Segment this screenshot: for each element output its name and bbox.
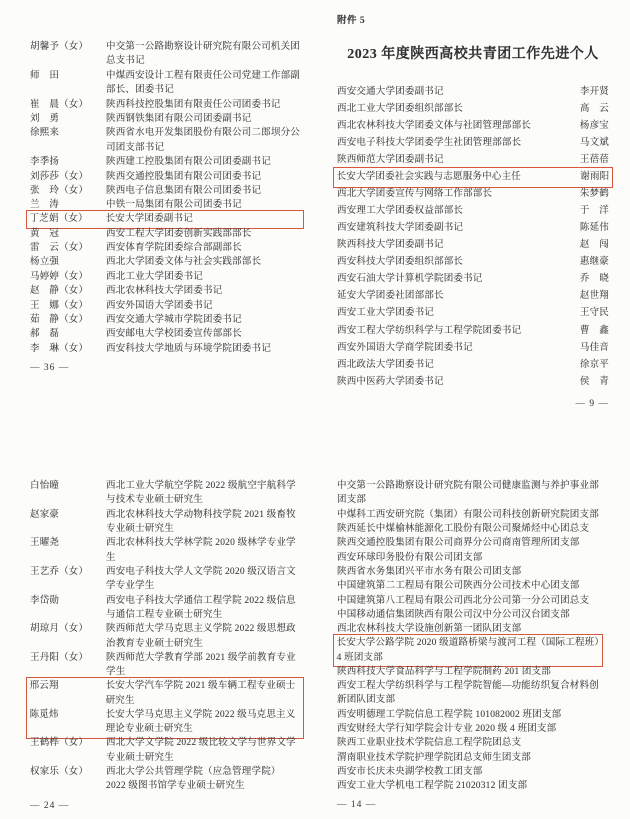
awardee-name: 杨彦宝 (579, 121, 609, 132)
awardee-entry (30, 126, 300, 155)
awardee-entry (337, 220, 609, 237)
awardee-name: 刘 勇 (30, 114, 60, 125)
awardee-name: 权家乐（女） (30, 767, 89, 778)
org-entry (337, 551, 599, 565)
org-entry (337, 479, 599, 508)
org-name: 陕西科技大学食品科学与工程学院制药 201 团支部 (337, 666, 552, 677)
awardee-position: 陕西省水电开发集团股份有限公司二郎坝分公司团支部书记 (106, 128, 301, 153)
awardee-entry (30, 184, 300, 198)
awardee-position: 中铁一局集团有限公司团委书记 (106, 200, 242, 211)
awardee-name: 惠继豪 (579, 257, 609, 268)
awardee-position: 西安工程大学纺织科学与工程学院团委书记 (337, 325, 522, 336)
awardee-position: 陕西建工控股集团有限公司团委副书记 (106, 157, 271, 168)
awardee-entry (337, 357, 609, 374)
awardee-name: 赵 闯 (579, 240, 609, 251)
org-entry (337, 779, 599, 793)
org-name: 西安市长庆未央湖学校教工团支部 (337, 767, 483, 778)
awardee-name: 谢雨阳 (580, 172, 610, 183)
awardee-name: 徐京平 (579, 359, 609, 370)
awardee-name: 王艺乔（女） (30, 567, 89, 578)
awardee-entry (30, 651, 300, 680)
page-number: — 24 — (30, 800, 70, 811)
org-name: 中国建筑第八工程局有限公司西北分公司第一分公司团总支 (337, 595, 590, 606)
org-entry (337, 751, 599, 765)
org-entry (337, 565, 599, 579)
page-24 (30, 479, 300, 811)
awardee-name: 于 洋 (579, 205, 609, 216)
awardee-entry (30, 112, 300, 126)
awardee-entry (337, 374, 609, 391)
awardee-name: 李开贤 (579, 87, 609, 97)
awardee-position: 西北农林科技大学团委文体与社团管理部部长 (337, 121, 532, 132)
awardee-name: 马佳音 (579, 342, 609, 353)
awardee-entry (30, 155, 300, 169)
awardee-description: 陕西师范大学教育学部 2021 级学前教育专业学生 (106, 653, 296, 678)
awardee-name: 雷 云（女） (30, 242, 89, 253)
org-entry-highlighted (333, 634, 604, 667)
awardee-description: 西安电子科技大学人文学院 2020 级汉语言文学专业学生 (106, 567, 296, 592)
awardee-position: 陕西师范大学团委副书记 (337, 155, 444, 166)
awardee-description: 西北农林科技大学动物科技学院 2021 级畜牧专业硕士研究生 (106, 509, 296, 535)
awardee-entry (30, 198, 300, 212)
awardee-name: 马婷婷（女） (30, 271, 89, 282)
awardee-entry (30, 270, 300, 284)
awardee-entry (30, 255, 300, 269)
awardee-position: 西安建筑科技大学团委副书记 (337, 222, 464, 233)
org-entry (337, 594, 599, 608)
awardee-entry (30, 170, 300, 184)
org-entry (337, 522, 599, 536)
awardee-name: 李 琳（女） (30, 343, 89, 354)
awardee-name: 丁芝娟（女） (29, 214, 88, 225)
awardee-position: 西安电子科技大学团委学生社团管理部部长 (337, 138, 522, 149)
page-14 (337, 479, 599, 810)
awardee-entry (30, 565, 300, 594)
awardee-entry (337, 84, 609, 101)
awardee-name: 李季扬 (30, 157, 60, 168)
awardee-name: 马文斌 (579, 138, 609, 149)
org-name: 中国建筑第二工程局有限公司陕西分公司技术中心团支部 (337, 581, 580, 592)
awardee-description: 长安大学马克思主义学院 2022 级马克思主义理论专业硕士研究生 (105, 710, 296, 735)
awardee-entry (337, 340, 609, 357)
awardee-name: 兰 涛 (30, 200, 60, 211)
awardee-position: 西安外国语大学团委书记 (106, 300, 213, 311)
awardee-position: 陕西科技大学团委副书记 (337, 240, 444, 251)
awardee-position: 西北大学团委文体与社会实践部部长 (106, 257, 262, 268)
awardee-name: 赵世翔 (579, 291, 609, 302)
awardee-entry (337, 101, 609, 118)
awardee-name: 徐熙来 (30, 128, 60, 139)
org-list-page14 (337, 479, 599, 794)
page-number: — 9 — (575, 398, 609, 409)
awardee-name: 杨立强 (30, 257, 60, 268)
org-name: 长安大学公路学院 2020 级道路桥梁与渡河工程（国际工程班）4 班团支部 (336, 638, 600, 663)
awardee-position: 陕西电子信息集团有限公司团委书记 (106, 186, 262, 197)
awardee-position: 西安科技大学团委组织部部长 (337, 257, 464, 268)
awardee-position: 西安外国语大学商学院团委书记 (337, 342, 473, 353)
org-name: 西安环球印务股份有限公司团支部 (337, 552, 483, 563)
awardee-list-page9 (337, 84, 609, 391)
awardee-name: 郝 磊 (30, 329, 60, 340)
awardee-name: 王曜尧 (30, 538, 60, 549)
org-entry (337, 736, 599, 750)
awardee-entry (337, 203, 609, 220)
awardee-position: 西安工业大学团委书记 (337, 308, 435, 319)
awardee-name: 王 娜（女） (30, 300, 89, 311)
awardee-description: 西北农林科技大学林学院 2020 级林学专业学生 (106, 538, 296, 563)
awardee-name: 曹 鑫 (579, 325, 609, 336)
awardee-position: 陕西钢铁集团有限公司团委副书记 (106, 114, 252, 125)
awardee-position: 西北工业大学团委组织部部长 (337, 104, 464, 115)
awardee-position: 长安大学团委副书记 (105, 214, 193, 225)
org-entry (337, 679, 599, 708)
awardee-entry (337, 135, 609, 152)
awardee-position: 西安石油大学计算机学院团委书记 (337, 274, 483, 285)
awardee-entry (30, 736, 300, 765)
org-name: 渭南职业技术学院护理学院团总支师生团支部 (337, 752, 532, 763)
awardee-entry (30, 227, 300, 241)
page-number: — 14 — (337, 799, 377, 810)
awardee-name: 崔 晨（女） (30, 99, 89, 110)
org-entry (337, 508, 599, 522)
awardee-entry (30, 622, 300, 651)
awardee-entry (30, 40, 300, 69)
org-name: 陕西工业职业技术学院信息工程学院团总支 (337, 738, 522, 749)
awardee-entry (30, 241, 300, 255)
awardee-name: 高 云 (579, 104, 609, 115)
awardee-name: 王丹阳（女） (30, 653, 89, 664)
awardee-entry (30, 327, 300, 341)
awardee-entry-highlighted (26, 708, 305, 739)
awardee-name: 邢云翔 (29, 681, 59, 692)
awardee-entry (30, 765, 300, 794)
org-name: 西北农林科技大学设施创新第一团队团支部 (337, 624, 522, 635)
awardee-name: 刘莎莎（女） (30, 171, 89, 182)
awardee-entry (337, 118, 609, 135)
org-name: 西安工程大学纺织科学与工程学院智能—功能纺织复合材料创新团队团支部 (337, 681, 599, 706)
awardee-position: 西安交通大学团委副书记 (337, 87, 444, 97)
org-name: 中交第一公路勘察设计研究院有限公司健康监测与养护事业部团支部 (337, 481, 599, 506)
awardee-position: 西安工程大学团委创新实践部部长 (106, 228, 252, 239)
org-name: 中煤科工西安研究院（集团）有限公司科技创新研究院团支部 (337, 509, 599, 520)
awardee-position: 西北大学团委宣传与网络工作部部长 (337, 188, 493, 199)
awardee-position: 西安理工大学团委权益部部长 (337, 205, 464, 216)
awardee-position: 西北工业大学团委书记 (106, 271, 204, 282)
awardee-position: 西安交通大学城市学院团委书记 (106, 314, 242, 325)
awardee-entry-highlighted (26, 677, 305, 708)
page-36 (30, 40, 300, 373)
awardee-position: 西北政法大学团委书记 (337, 359, 435, 370)
awardee-entry (30, 479, 300, 508)
awardee-position: 西安体育学院团委综合部副部长 (106, 242, 242, 253)
awardee-position: 中交第一公路勘察设计研究院有限公司机关团总支书记 (106, 42, 301, 67)
awardee-position: 延安大学团委社团部部长 (337, 291, 444, 302)
awardee-entry (337, 271, 609, 288)
attachment-label: 附件 5 (337, 16, 366, 26)
awardee-description: 西北大学文学院 2022 级比较文学与世界文学专业硕士研究生 (106, 738, 296, 763)
awardee-entry (30, 508, 300, 537)
page-9 (337, 12, 609, 409)
awardee-name: 王鹤桦（女） (30, 738, 89, 749)
awardee-list-page36 (30, 40, 300, 356)
awardee-position: 陕西中医药大学团委书记 (337, 376, 444, 387)
awardee-entry (337, 288, 609, 305)
awardee-name: 王守民 (579, 308, 609, 319)
org-entry (337, 765, 599, 779)
awardee-name: 赵 静（女） (30, 286, 89, 297)
awardee-list-page24 (30, 479, 300, 794)
org-name: 陕西延长中煤榆林能源化工股份有限公司聚烯烃中心团总支 (337, 524, 590, 535)
org-entry (337, 579, 599, 593)
page-number: — 36 — (30, 363, 70, 374)
awardee-entry (337, 323, 609, 340)
awardee-description: 西北工业大学航空学院 2022 级航空宇航科学与技术专业硕士研究生 (106, 481, 296, 506)
awardee-name: 陈延伟 (579, 222, 609, 233)
org-name: 中国移动通信集团陕西有限公司汉中分公司汉台团支部 (337, 610, 570, 621)
org-name: 西安工业大学机电工程学院 21020312 团支部 (337, 781, 528, 792)
awardee-entry (30, 284, 300, 298)
awardee-description: 西北大学公共管理学院（应急管理学院）2022 级图书馆学专业硕士研究生 (106, 767, 281, 792)
awardee-entry (337, 237, 609, 254)
awardee-entry (30, 299, 300, 313)
org-entry (337, 608, 599, 622)
awardee-position: 西北农林科技大学团委书记 (106, 286, 223, 297)
awardee-name: 茹 静（女） (30, 314, 89, 325)
awardee-name: 王蓓蓓 (579, 155, 609, 166)
awardee-name: 李岱勋 (30, 595, 60, 606)
org-name: 西安财经大学行知学院会计专业 2020 级 4 班团支部 (337, 724, 557, 735)
awardee-name: 白怡曈 (30, 481, 60, 491)
awardee-entry (337, 305, 609, 322)
awardee-position: 西安科技大学地质与环境学院团委书记 (106, 343, 271, 354)
awardee-name: 张 玲（女） (30, 186, 89, 197)
org-name: 陕西交通控股集团有限公司商界分公司商南管理所团支部 (337, 538, 580, 549)
awardee-entry (30, 594, 300, 623)
awardee-name: 侯 青 (579, 376, 609, 387)
awardee-description: 西安电子科技大学通信工程学院 2022 级信息与通信工程专业硕士研究生 (106, 595, 296, 621)
awardee-name: 朱梦鹤 (579, 188, 609, 199)
awardee-name: 赵家豪 (30, 509, 60, 520)
awardee-description: 陕西师范大学马克思主义学院 2022 级思想政治教育专业硕士研究生 (106, 624, 296, 649)
awardee-entry (30, 536, 300, 565)
awardee-name: 陈觅炜 (29, 710, 59, 721)
awardee-entry (30, 69, 300, 98)
awardee-name: 胡琼月（女） (30, 624, 89, 635)
org-entry (337, 708, 599, 722)
awardee-position: 西安邮电大学校团委宣传部部长 (106, 329, 242, 340)
awardee-position: 陕西交通控股集团有限公司团委书记 (106, 171, 262, 182)
awardee-entry (30, 313, 300, 327)
awardee-entry (30, 98, 300, 112)
awardee-position: 长安大学团委社会实践与志愿服务中心主任 (336, 172, 521, 183)
org-name: 陕西省水务集团兴平市水务有限公司团支部 (337, 567, 522, 578)
awardee-position: 陕西科技控股集团有限责任公司团委书记 (106, 99, 281, 110)
org-entry (337, 665, 599, 679)
awardee-name: 黄 冠 (30, 228, 60, 239)
awardee-position: 中煤西安设计工程有限责任公司党建工作部副部长、团委书记 (106, 70, 301, 96)
document-title: 2023 年度陕西高校共青团工作先进个人 (347, 47, 599, 62)
awardee-name: 乔 晓 (579, 274, 609, 285)
awardee-name: 师 田 (30, 70, 60, 81)
org-name: 西安明德理工学院信息工程学院 101082002 班团支部 (337, 709, 562, 720)
awardee-entry (30, 342, 300, 356)
org-entry (337, 536, 599, 550)
awardee-name: 胡馨予（女） (30, 42, 89, 52)
awardee-entry (337, 186, 609, 203)
org-entry (337, 722, 599, 736)
awardee-entry (337, 254, 609, 271)
awardee-description: 长安大学汽车学院 2021 级车辆工程专业硕士研究生 (105, 681, 296, 706)
